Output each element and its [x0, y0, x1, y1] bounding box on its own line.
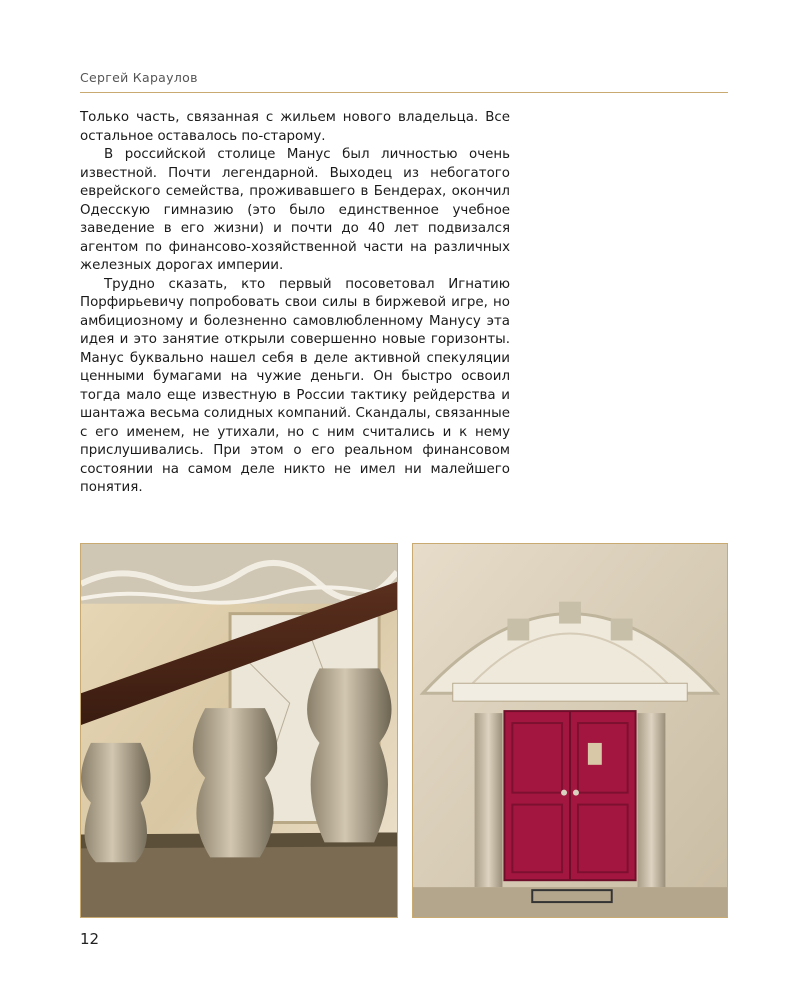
page-number: 12 [80, 930, 100, 948]
body-text [80, 109, 510, 498]
paragraph-1: Только часть, связанная с жильем нового владельца. Все остальное оставалось по-старому. [80, 110, 510, 144]
door-illustration [413, 544, 727, 917]
red-door-photo [412, 543, 728, 918]
staircase-balusters-photo [80, 543, 398, 918]
running-head-author: Сергей Караулов [80, 70, 198, 85]
baluster-1 [81, 743, 151, 862]
header-rule [80, 92, 728, 93]
paragraph-2: В российской столице Манус был личностью очень известной. Почти легендарной. Выходец из небогатого еврейского семейства, проживавшего в Бендерах, окончил Одесскую гимназию (это было единственное учебное заведение в его жизни) и почти до 40 лет подвизался агентом по финансово-хозяйственной части на различных железных дорогах империи. [80, 147, 510, 273]
baluster-2 [193, 708, 277, 857]
baluster-3 [307, 668, 391, 842]
paragraph-3: Трудно сказать, кто первый посоветовал Игнатию Порфирьевичу попробовать свои силы в биржевой игре, но амбициозному и болезненно самовлюбленному Манусу эта идея и это занятие открыли совершенно новые горизонты. Манус буквально нашел себя в деле активной спекуляции ценными бумагами на чужие деньги. Он быстро освоил тогда мало еще известную в России тактику рейдерства и шантажа весьма солидных компаний. Скандалы, связанные с его именем, не утихали, но с ним считались и к нему прислушивались. При этом о его реальном финансовом состоянии на самом деле никто не имел ни малейшего понятия. [80, 276, 510, 495]
staircase-illustration [81, 544, 397, 917]
